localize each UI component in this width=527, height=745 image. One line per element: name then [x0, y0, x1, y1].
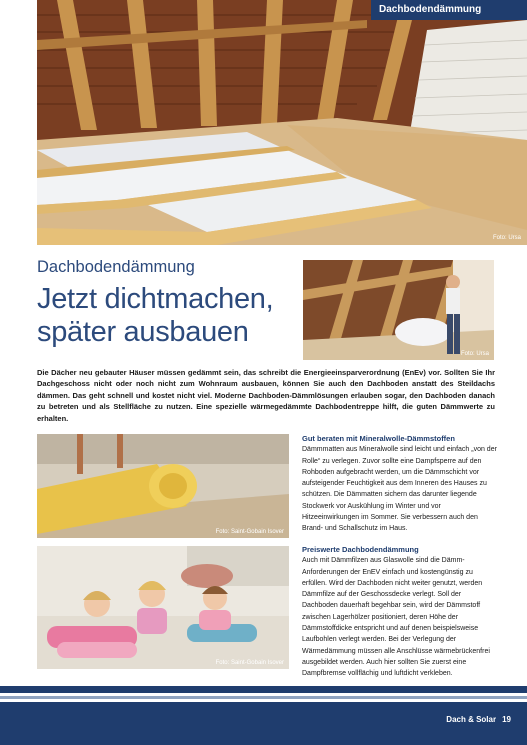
footer-text [446, 715, 511, 724]
photo-children-on-floor [37, 546, 289, 669]
children-illustration [37, 546, 289, 669]
photo-credit: Foto: Ursa [492, 235, 521, 241]
magazine-name: Dach & Solar [446, 715, 497, 724]
section-heading: Gut beraten mit Mineralwolle-Dämmstoffen [302, 434, 455, 443]
photo-person-rolling-insulation [303, 260, 494, 360]
section-body: Dämmmatten aus Mineralwolle sind leicht und einfach „von der Rolle“ zu verlegen. Zuvor sollte eine Dampfsperre auf den Rohboden aufgebracht werden, um die Dämmschicht vor aufsteigender Feuchtigkeit aus dem Inneren des Hauses zu schützen. Die Dämmatten sichern das darunter liegende Stockwerk vor Auskühlung im Winter und vor Hitzeeinwirkungen im Sommer. Sie verbessern auch den Brand- und Schallschutz im Haus. [302, 446, 497, 533]
section-preiswerte [302, 544, 497, 680]
section-body: Auch mit Dämmfilzen aus Glaswolle sind die Dämm-Anforderungen der EnEV einfach und kostengünstig zu erfüllen. Wird der Dachboden nicht weiter genutzt, werden Dämmfilze auf der Geschossdecke verlegt. Soll der Dachboden dauerhaft begehbar sein, wird der Dämmstoff zwischen Lagerhölzer positioniert, deren Höhe der Dämmstoffdicke entspricht und auf denen beispielsweise Laufbohlen verlegt werden. Bei der Verlegung der Wärmedämmung müssen alle Anschlüsse wärmebrückenfrei ausgebildet werden. Auch hier sollten Sie zuerst eine Dampfbremse vollflächig und luftdicht verkleben. [302, 557, 490, 678]
photo-credit: Foto: Saint-Gobain Isover [215, 660, 284, 666]
insulation-roll-illustration [37, 434, 289, 538]
attic-person-illustration [303, 260, 494, 360]
attic-insulation-illustration [37, 0, 527, 245]
headline [37, 283, 297, 349]
section-tab: Dachbodendämmung [371, 0, 527, 20]
section-mineralwolle [302, 433, 497, 535]
photo-credit: Foto: Saint-Gobain Isover [215, 529, 284, 535]
page-number: 19 [502, 715, 511, 724]
headline-line-1: Jetzt dichtmachen, [37, 283, 274, 315]
section-kicker: Dachbodendämmung [37, 258, 195, 276]
photo-insulation-roll [37, 434, 289, 538]
headline-line-2: später ausbauen [37, 316, 249, 348]
footer-stripe [0, 686, 527, 693]
hero-photo [37, 0, 527, 245]
footer-bar [0, 702, 527, 745]
section-heading: Preiswerte Dachbodendämmung [302, 545, 419, 554]
photo-credit: Foto: Ursa [460, 351, 489, 357]
intro-paragraph: Die Dächer neu gebauter Häuser müssen gedämmt sein, das schreibt die Energieeinsparverordnung (EnEv) vor. Sollten Sie Ihr Dachgeschoss nicht oder noch nicht zum Wohnraum ausbauen, können Sie auch den Dachboden anstatt des Steildachs dämmen. Das geht schnell und kostet nicht viel. Moderne Dachboden-Dämmlösungen erlauben sogar, den Dachboden danach zu betreten und als Stellfläche zu nutzen. Eine spezielle wärmegedämmte Dachbodentreppe hilft, die guten Dämmwerte zu erhalten. [37, 368, 495, 423]
